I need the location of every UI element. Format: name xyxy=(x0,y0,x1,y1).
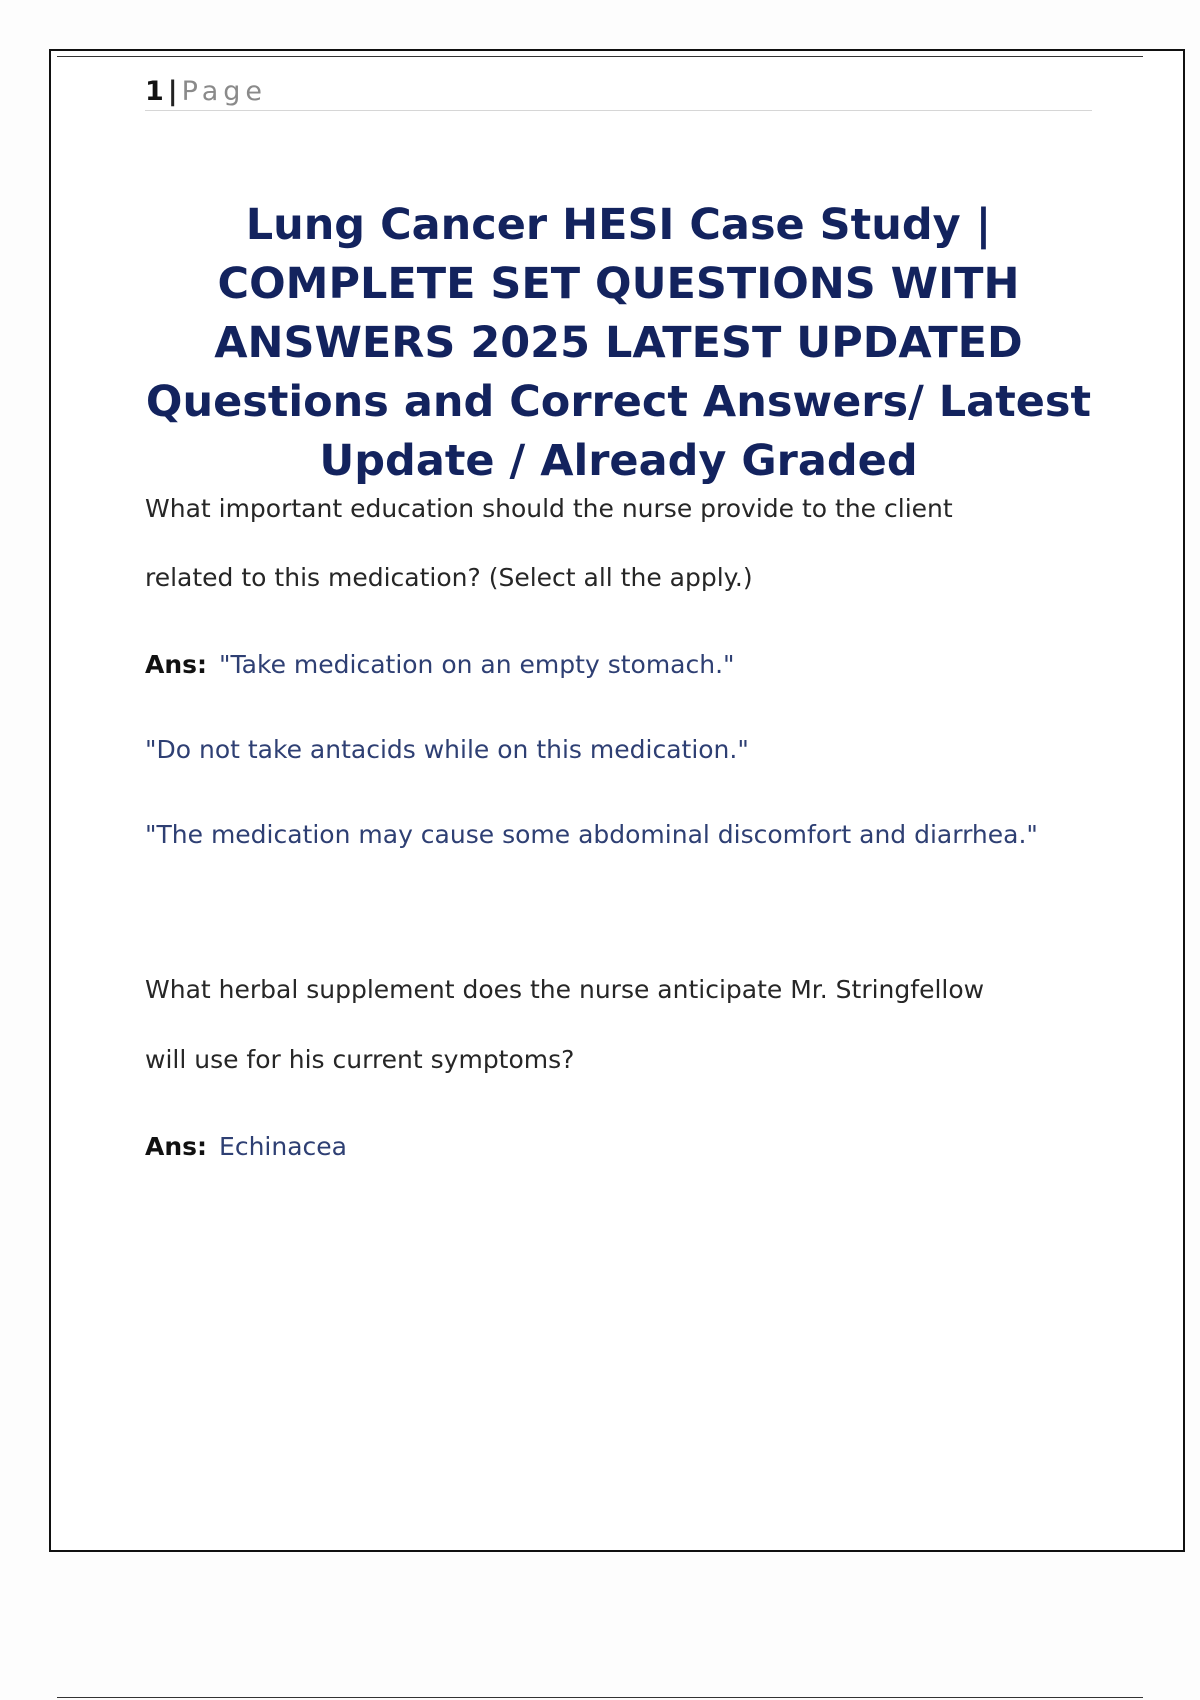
header-separator: | xyxy=(167,76,178,107)
answer-text: "Take medication on an empty stomach." xyxy=(219,650,735,679)
title-line: ANSWERS 2025 LATEST UPDATED xyxy=(214,318,1023,368)
document-title xyxy=(145,196,1092,491)
question-2-line-2: will use for his current symptoms? xyxy=(145,1045,575,1074)
page-number: 1 xyxy=(145,76,164,107)
title-line: COMPLETE SET QUESTIONS WITH xyxy=(217,259,1020,309)
page-header xyxy=(145,74,1092,111)
answer-label: Ans: xyxy=(145,650,208,679)
answer-text: "Do not take antacids while on this medication." xyxy=(145,735,749,764)
question-2-line-1: What herbal supplement does the nurse anticipate Mr. Stringfellow xyxy=(145,975,985,1004)
top-rule xyxy=(57,56,1143,57)
question-1-line-1: What important education should the nurse provide to the client xyxy=(145,494,953,523)
answer-1-row xyxy=(145,649,735,681)
bottom-rule xyxy=(57,1697,1143,1698)
question-1-line-2: related to this medication? (Select all the apply.) xyxy=(145,563,753,592)
answer-text: Echinacea xyxy=(219,1132,347,1161)
title-line: Questions and Correct Answers/ Latest xyxy=(145,377,1092,427)
answer-2-row xyxy=(145,1131,347,1163)
page-label: Page xyxy=(181,76,268,107)
title-line: Lung Cancer HESI Case Study | xyxy=(245,200,992,250)
answer-label: Ans: xyxy=(145,1132,208,1161)
answer-text: "The medication may cause some abdominal discomfort and diarrhea." xyxy=(145,820,1038,849)
title-line: Update / Already Graded xyxy=(319,436,918,486)
